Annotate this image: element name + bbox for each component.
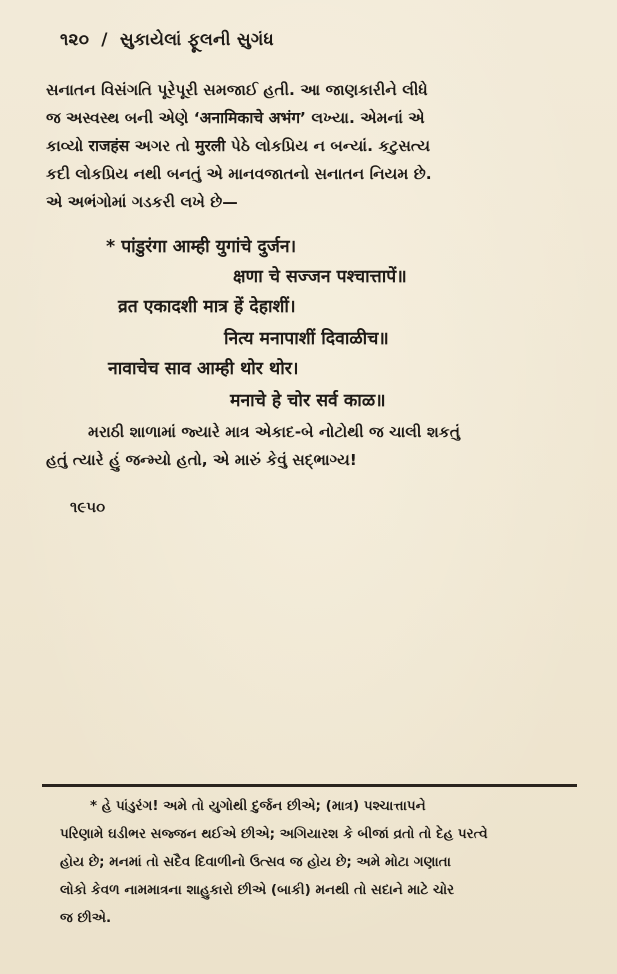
verse-line: नित्य मनापाशीं दिवाळीच॥ bbox=[224, 329, 389, 349]
intro-line: એ અભંગોમાં ગડકરી લખે છે— bbox=[46, 193, 238, 211]
closing-line: હતું ત્યારે હું જન્મ્યો હતો, એ મારું કેવું સદ્ભાગ્ય! bbox=[46, 451, 357, 469]
verse-line: क्षणा चे सज्जन पश्चात्तापें॥ bbox=[233, 267, 407, 287]
header-separator: / bbox=[101, 30, 108, 50]
footnote-divider bbox=[42, 784, 577, 787]
intro-line: સનાતન વિસંગતિ પૂરેપૂરી સમજાઈ હતી. આ જાણકારીને લીધે bbox=[46, 81, 428, 99]
book-title: સુકાયેલાં ફૂલની સુગંધ bbox=[119, 30, 274, 50]
verse-line: मनाचे हे चोर सर्व काळ॥ bbox=[230, 391, 386, 411]
footnote bbox=[60, 792, 574, 932]
intro-line: જ અસ્વસ્થ બની એણે ‘अनामिकाचे अभंग’ લખ્યા. એમનાં એ bbox=[46, 109, 425, 127]
verse-line: व्रत एकादशी मात्र हें देहाशीं। bbox=[118, 297, 296, 317]
verse-line: * पांडुरंगा आम्ही युगांचे दुर्जन। bbox=[106, 237, 297, 257]
verse-line: नावाचेच साव आम्ही थोर थोर। bbox=[108, 359, 299, 379]
footnote-line: * હે પાંડુરંગ! અમે તો યુગોથી દુર્જન છીએ; (માત્ર) પશ્ચાત્તાપને bbox=[90, 798, 426, 814]
year-mark: ૧૯૫૦ bbox=[70, 498, 106, 516]
footnote-line: હોય છે; મનમાં તો સદૈવ દિવાળીનો ઉત્સવ જ હોય છે; અમે મોટા ગણાતા bbox=[60, 854, 451, 870]
footnote-line: પરિણામે ઘડીભર સજ્જન થઈએ છીએ; અગિયારશ કે બીજાં વ્રતો તો દેહ પરત્વે bbox=[60, 826, 488, 842]
closing-line: મરાઠી શાળામાં જ્યારે માત્ર એકાદ-બે નોટોથી જ ચાલી શકતું bbox=[88, 423, 461, 441]
intro-line: કદી લોકપ્રિય નથી બનતું એ માનવજાતનો સનાતન નિયમ છે. bbox=[46, 165, 432, 183]
intro-line: કાવ્યો राजहंस અગર તો मुरली પેઠે લોકપ્રિય ન બન્યાં. કટુસત્ય bbox=[46, 137, 431, 155]
footnote-line: લોકો કેવળ નામમાત્રના શાહુકારો છીએ (બાકી) મનથી તો સદાને માટે ચોર bbox=[60, 882, 455, 898]
page-number: ૧૨૦ bbox=[60, 30, 90, 50]
intro-paragraph bbox=[46, 76, 571, 216]
running-header bbox=[60, 30, 274, 50]
footnote-line: જ છીએ. bbox=[60, 910, 112, 926]
